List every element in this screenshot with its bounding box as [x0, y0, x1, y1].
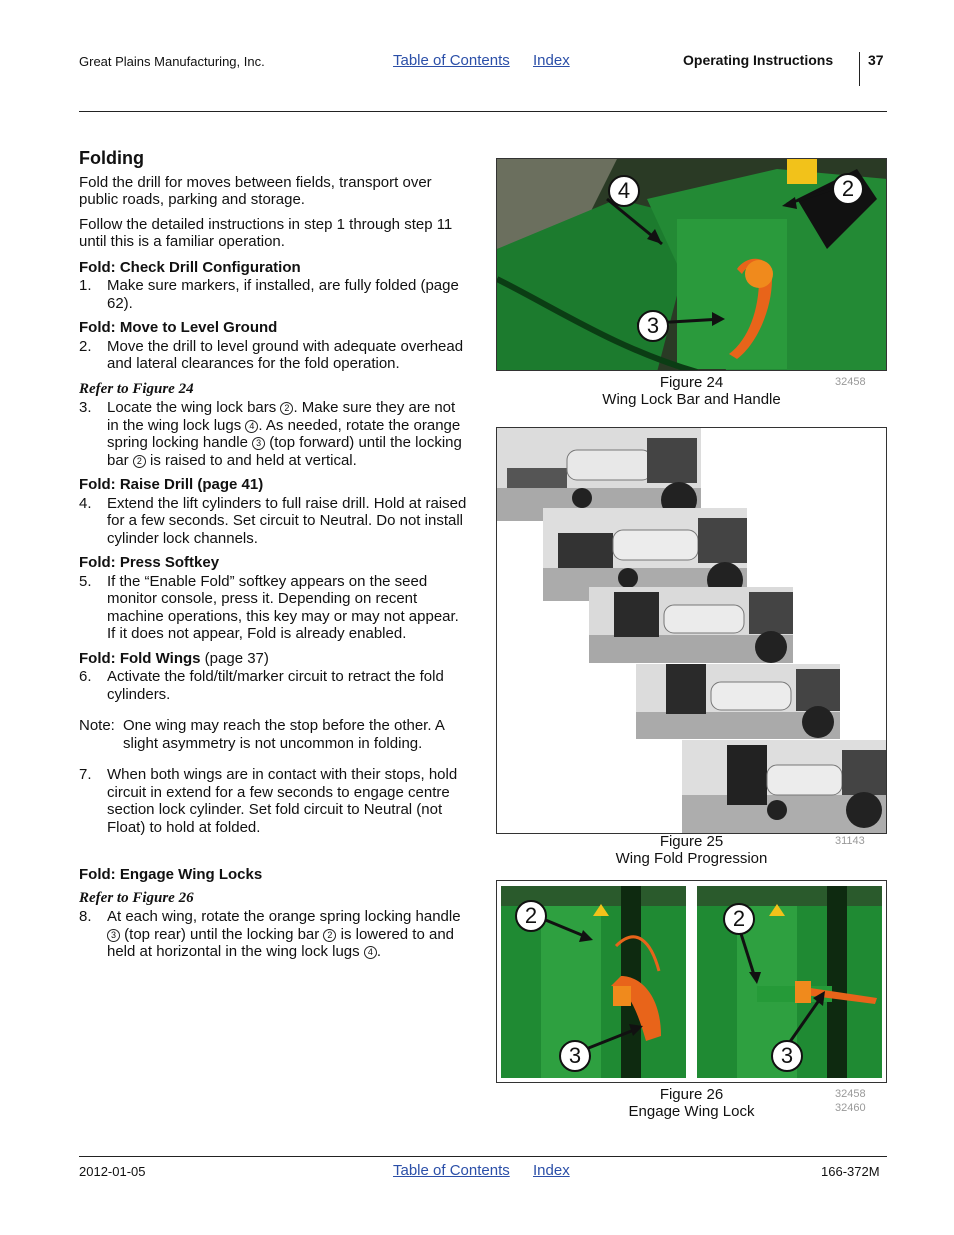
footer-rule — [79, 1156, 887, 1157]
step-heading-press-softkey: Fold: Press Softkey — [79, 554, 220, 571]
header-rule — [79, 111, 887, 112]
figure-26-photo — [496, 880, 887, 1083]
page-number: 37 — [868, 52, 884, 68]
footer-date: 2012-01-05 — [79, 1164, 146, 1179]
fold-stage-3 — [589, 587, 793, 663]
step-1: 1. Make sure markers, if installed, are fully folded (page 62). — [79, 277, 459, 312]
fold-stage-5 — [682, 740, 886, 833]
section-title: Folding — [79, 148, 144, 168]
fold-stage-1 — [497, 428, 701, 521]
figure-26-caption: Figure 26 Engage Wing Lock — [628, 1086, 755, 1120]
step-heading-engage-locks: Fold: Engage Wing Locks — [79, 866, 263, 883]
header-toc-link[interactable]: Table of Contents — [393, 52, 510, 69]
callout-4: 4 — [608, 175, 640, 207]
wing-lock-photo — [497, 159, 887, 371]
header-index-link[interactable]: Index — [533, 52, 570, 69]
figure-25-photo — [496, 427, 887, 834]
figure-reference-26: Refer to Figure 26 — [79, 889, 194, 906]
figure-25-caption: Figure 25 Wing Fold Progression — [615, 833, 768, 867]
step-heading-raise-drill: Fold: Raise Drill (page 41) — [79, 476, 264, 493]
step-7: 7. When both wings are in contact with their stops, hold circuit in extend for a few seconds to engage centre section lock cylinder. Set fold circuit to Neutral (not Float) to hold at folded. — [79, 766, 458, 836]
callout-ref-2: 2 — [133, 455, 146, 468]
figure-24-id: 32458 — [835, 376, 866, 388]
callout-3: 3 — [637, 310, 669, 342]
figure-25-id: 31143 — [835, 835, 865, 847]
header-divider — [859, 52, 860, 86]
step-2: 2. Move the drill to level ground with adequate overhead and lateral clearances for the fold operation. — [79, 337, 464, 372]
fold-stage-4 — [636, 664, 840, 739]
engage-lock-photos — [497, 881, 886, 1082]
step-heading-fold-wings: Fold: Fold Wings (page 37) — [79, 649, 269, 667]
footer-index-link[interactable]: Index — [533, 1162, 570, 1179]
callout-2: 2 — [723, 903, 755, 935]
step-3: 3. Locate the wing lock bars 2 . Make sure they are not in the wing lock lugs 4 . As needed, rotate the orange spring locking handle 3 (top forward) until the locking bar 2 is raised to and held at vertical. — [79, 399, 462, 469]
footer-doc-number: 166-372M — [821, 1164, 880, 1179]
callout-3: 3 — [559, 1040, 591, 1072]
callout-ref-4: 4 — [364, 946, 377, 959]
intro-paragraph-2: Follow the detailed instructions in step 1 through step 11 until this is a familiar operation. — [79, 215, 453, 250]
step-4: 4. Extend the lift cylinders to full raise drill. Hold at raised for a few seconds. Set circuit to Neutral. Do not install cylinder lock channels. — [79, 494, 467, 547]
figure-reference-24: Refer to Figure 24 — [79, 380, 194, 397]
company-name: Great Plains Manufacturing, Inc. — [79, 54, 265, 69]
step-5: 5. If the “Enable Fold” softkey appears on the seed monitor console, press it. Depending on recent machine operations, this key may or may not appear. If it does not appear, Fold is already enabled. — [79, 572, 459, 642]
callout-2: 2 — [515, 900, 547, 932]
note: Note: One wing may reach the stop before the other. A slight asymmetry is not uncommon in folding. — [79, 717, 445, 752]
callout-3: 3 — [771, 1040, 803, 1072]
step-8: 8. At each wing, rotate the orange spring locking handle 3 (top rear) until the locking bar 2 is lowered to and held at horizontal in the wing lock lugs 4 . — [79, 908, 461, 960]
intro-paragraph: Fold the drill for moves between fields, transport over public roads, parking and storage. — [79, 173, 432, 208]
callout-ref-3: 3 — [107, 929, 120, 942]
footer-toc-link[interactable]: Table of Contents — [393, 1162, 510, 1179]
fold-progression-photo — [497, 428, 886, 833]
section-name: Operating Instructions — [683, 52, 834, 68]
figure-26-id: 32458 32460 — [835, 1088, 866, 1114]
callout-2: 2 — [832, 173, 864, 205]
step-6: 6. Activate the fold/tilt/marker circuit to retract the fold cylinders. — [79, 668, 444, 703]
step-heading-check-config: Fold: Check Drill Configuration — [79, 258, 301, 276]
callout-ref-2: 2 — [280, 402, 293, 415]
body-column — [79, 150, 471, 968]
callout-ref-2: 2 — [323, 929, 336, 942]
figure-24-caption: Figure 24 Wing Lock Bar and Handle — [602, 374, 781, 408]
step-heading-level-ground: Fold: Move to Level Ground — [79, 319, 278, 336]
figure-24-photo — [496, 158, 887, 371]
callout-ref-3: 3 — [252, 437, 265, 450]
callout-ref-4: 4 — [245, 420, 258, 433]
